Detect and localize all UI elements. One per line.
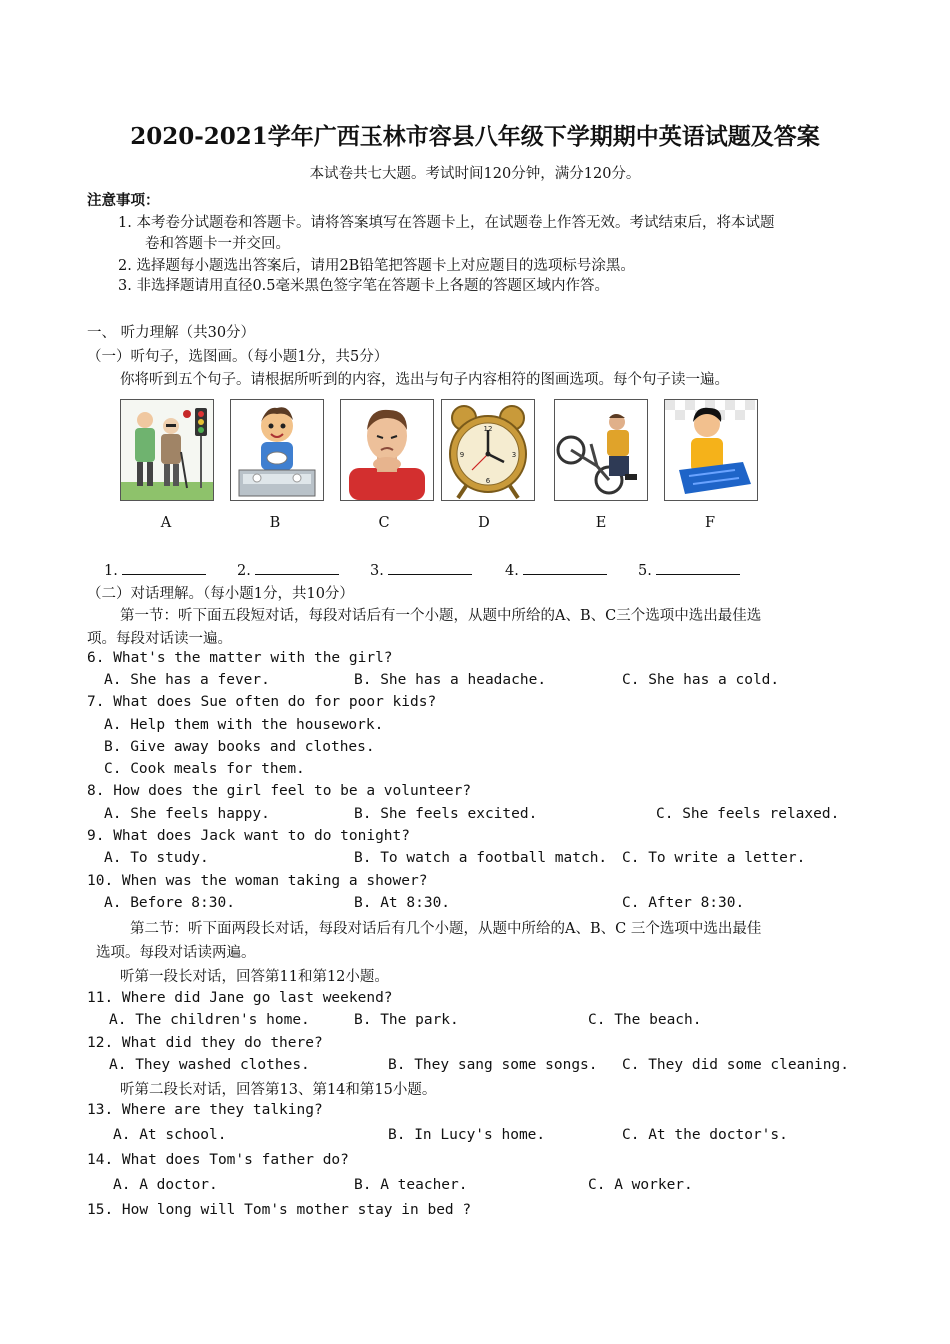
blank-label-4: 4. bbox=[505, 563, 519, 579]
q11-option-b[interactable]: B. The park. bbox=[354, 1012, 459, 1028]
q7-option-b[interactable]: B. Give away books and clothes. bbox=[104, 739, 375, 755]
q10-option-a[interactable]: A. Before 8:30. bbox=[104, 895, 235, 911]
q6-option-b[interactable]: B. She has a headache. bbox=[354, 672, 547, 688]
picture-d bbox=[441, 399, 535, 501]
picture-label-d: D bbox=[478, 515, 490, 531]
long-dialogue-1-intro: 听第一段长对话，回答第11和第12小题。 bbox=[120, 969, 389, 985]
answer-blank-5-wrap bbox=[638, 560, 740, 579]
q15-stem: 15. How long will Tom's mother stay in bed ? bbox=[87, 1202, 472, 1218]
blank-label-5: 5. bbox=[638, 563, 652, 579]
picture-label-c: C bbox=[378, 515, 390, 531]
blank-4[interactable] bbox=[523, 560, 607, 575]
picture-b bbox=[230, 399, 324, 501]
q11-option-a[interactable]: A. The children's home. bbox=[109, 1012, 310, 1028]
blank-label-1: 1. bbox=[104, 563, 118, 579]
picture-a bbox=[120, 399, 214, 501]
picture-c bbox=[340, 399, 434, 501]
q14-option-b[interactable]: B. A teacher. bbox=[354, 1177, 468, 1193]
q13-stem: 13. Where are they talking? bbox=[87, 1102, 323, 1118]
q11-option-c[interactable]: C. The beach. bbox=[588, 1012, 702, 1028]
q9-option-c[interactable]: C. To write a letter. bbox=[622, 850, 806, 866]
q7-option-c[interactable]: C. Cook meals for them. bbox=[104, 761, 305, 777]
blank-label-3: 3. bbox=[370, 563, 384, 579]
answer-blank-2-wrap bbox=[237, 560, 339, 579]
q8-option-b[interactable]: B. She feels excited. bbox=[354, 806, 538, 822]
q13-option-c[interactable]: C. At the doctor's. bbox=[622, 1127, 788, 1143]
q14-stem: 14. What does Tom's father do? bbox=[87, 1152, 349, 1168]
q10-option-b[interactable]: B. At 8:30. bbox=[354, 895, 451, 911]
sec2-instruction-cont: 选项。每段对话读两遍。 bbox=[96, 945, 256, 961]
picture-label-f: F bbox=[704, 515, 716, 531]
q9-option-a[interactable]: A. To study. bbox=[104, 850, 209, 866]
q6-option-a[interactable]: A. She has a fever. bbox=[104, 672, 270, 688]
q9-option-b[interactable]: B. To watch a football match. bbox=[354, 850, 608, 866]
q12-option-c[interactable]: C. They did some cleaning. bbox=[622, 1057, 849, 1073]
notice-heading: 注意事项： bbox=[87, 192, 160, 209]
q14-option-a[interactable]: A. A doctor. bbox=[113, 1177, 218, 1193]
q13-option-b[interactable]: B. In Lucy's home. bbox=[388, 1127, 546, 1143]
q8-stem: 8. How does the girl feel to be a volunteer? bbox=[87, 783, 472, 799]
picture-label-b: B bbox=[269, 515, 281, 531]
q8-option-c[interactable]: C. She feels relaxed. bbox=[656, 806, 840, 822]
part2-heading: （二）对话理解。（每小题1分，共10分） bbox=[87, 586, 354, 602]
answer-blank-4-wrap bbox=[505, 560, 607, 579]
picture-e bbox=[554, 399, 648, 501]
notice-item-2: 2. 选择题每小题选出答案后，请用2B铅笔把答题卡上对应题目的选项标号涂黑。 bbox=[118, 258, 635, 274]
q10-option-c[interactable]: C. After 8:30. bbox=[622, 895, 745, 911]
sec2-instruction: 第二节：听下面两段长对话，每段对话后有几个小题，从题中所给的A、B、C 三个选项中选出最佳 bbox=[130, 921, 762, 937]
q14-option-c[interactable]: C. A worker. bbox=[588, 1177, 693, 1193]
blank-2[interactable] bbox=[255, 560, 339, 575]
svg-text:12: 12 bbox=[483, 425, 493, 433]
svg-text:9: 9 bbox=[459, 451, 465, 459]
exam-subtitle: 本试卷共七大题。考试时间120分钟，满分120分。 bbox=[309, 166, 641, 182]
notice-item-3: 3. 非选择题请用直径0.5毫米黑色签字笔在答题卡上各题的答题区域内作答。 bbox=[118, 278, 610, 294]
long-dialogue-2-intro: 听第二段长对话，回答第13、第14和第15小题。 bbox=[120, 1082, 437, 1098]
q6-stem: 6. What's the matter with the girl? bbox=[87, 650, 393, 666]
sec1-instruction: 第一节：听下面五段短对话，每段对话后有一个小题，从题中所给的A、B、C三个选项中选出最佳选 bbox=[120, 608, 762, 624]
blank-label-2: 2. bbox=[237, 563, 251, 579]
q10-stem: 10. When was the woman taking a shower? bbox=[87, 873, 428, 889]
page-title: 2020-2021学年广西玉林市容县八年级下学期期中英语试题及答案 bbox=[130, 123, 820, 150]
q8-option-a[interactable]: A. She feels happy. bbox=[104, 806, 270, 822]
svg-text:3: 3 bbox=[511, 451, 517, 459]
svg-text:6: 6 bbox=[485, 477, 491, 485]
blank-1[interactable] bbox=[122, 560, 206, 575]
picture-label-e: E bbox=[595, 515, 607, 531]
q9-stem: 9. What does Jack want to do tonight? bbox=[87, 828, 411, 844]
q13-option-a[interactable]: A. At school. bbox=[113, 1127, 227, 1143]
sec1-instruction-cont: 项。每段对话读一遍。 bbox=[87, 631, 232, 647]
section-heading: 一、 听力理解（共30分） bbox=[87, 325, 256, 341]
q12-option-a[interactable]: A. They washed clothes. bbox=[109, 1057, 310, 1073]
blank-3[interactable] bbox=[388, 560, 472, 575]
answer-blanks bbox=[104, 560, 206, 579]
q11-stem: 11. Where did Jane go last weekend? bbox=[87, 990, 393, 1006]
answer-blank-3-wrap bbox=[370, 560, 472, 579]
notice-item-1-cont: 卷和答题卡一并交回。 bbox=[145, 236, 290, 252]
picture-f bbox=[664, 399, 758, 501]
q12-stem: 12. What did they do there? bbox=[87, 1035, 323, 1051]
q7-stem: 7. What does Sue often do for poor kids? bbox=[87, 694, 437, 710]
q6-option-c[interactable]: C. She has a cold. bbox=[622, 672, 780, 688]
part1-instruction: 你将听到五个句子。请根据所听到的内容，选出与句子内容相符的图画选项。每个句子读一遍。 bbox=[120, 372, 729, 388]
notice-item-1: 1. 本考卷分试题卷和答题卡。请将答案填写在答题卡上，在试题卷上作答无效。考试结束后，将本试题 bbox=[118, 215, 775, 231]
blank-5[interactable] bbox=[656, 560, 740, 575]
part1-heading: （一）听句子，选图画。（每小题1分，共5分） bbox=[87, 349, 389, 365]
picture-label-a: A bbox=[160, 515, 172, 531]
q7-option-a[interactable]: A. Help them with the housework. bbox=[104, 717, 384, 733]
q12-option-b[interactable]: B. They sang some songs. bbox=[388, 1057, 598, 1073]
